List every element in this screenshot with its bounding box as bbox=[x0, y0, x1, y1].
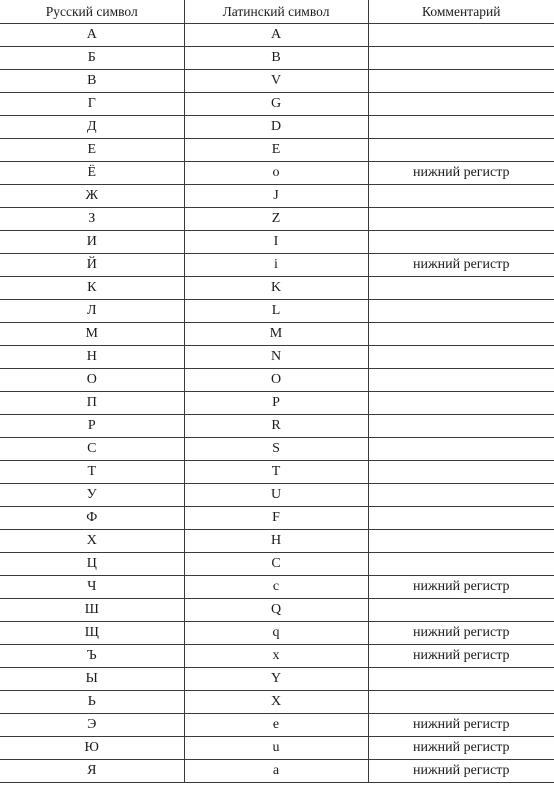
russian-symbol-cell: Ц bbox=[0, 553, 184, 576]
comment-cell: нижний регистр bbox=[368, 737, 554, 760]
latin-symbol-cell: O bbox=[184, 369, 368, 392]
comment-cell: нижний регистр bbox=[368, 162, 554, 185]
russian-symbol-cell: А bbox=[0, 24, 184, 47]
comment-cell bbox=[368, 185, 554, 208]
russian-symbol-cell: Ш bbox=[0, 599, 184, 622]
table-row bbox=[0, 93, 554, 116]
table-row bbox=[0, 461, 554, 484]
russian-symbol-cell: З bbox=[0, 208, 184, 231]
latin-symbol-cell: J bbox=[184, 185, 368, 208]
table-row bbox=[0, 70, 554, 93]
russian-symbol-cell: М bbox=[0, 323, 184, 346]
russian-symbol-cell: Д bbox=[0, 116, 184, 139]
table-row bbox=[0, 576, 554, 599]
table-row bbox=[0, 484, 554, 507]
latin-symbol-cell: V bbox=[184, 70, 368, 93]
russian-symbol-cell: Щ bbox=[0, 622, 184, 645]
comment-cell bbox=[368, 438, 554, 461]
russian-symbol-cell: Ъ bbox=[0, 645, 184, 668]
russian-symbol-cell: К bbox=[0, 277, 184, 300]
table-row bbox=[0, 300, 554, 323]
comment-cell bbox=[368, 484, 554, 507]
table-row bbox=[0, 438, 554, 461]
latin-symbol-cell: x bbox=[184, 645, 368, 668]
latin-symbol-cell: S bbox=[184, 438, 368, 461]
comment-cell bbox=[368, 553, 554, 576]
comment-cell bbox=[368, 116, 554, 139]
table-row bbox=[0, 369, 554, 392]
comment-cell bbox=[368, 139, 554, 162]
latin-symbol-cell: D bbox=[184, 116, 368, 139]
russian-symbol-cell: Ы bbox=[0, 668, 184, 691]
russian-symbol-cell: Х bbox=[0, 530, 184, 553]
comment-cell bbox=[368, 24, 554, 47]
russian-symbol-cell: Н bbox=[0, 346, 184, 369]
latin-symbol-cell: P bbox=[184, 392, 368, 415]
comment-cell bbox=[368, 47, 554, 70]
table-row bbox=[0, 24, 554, 47]
russian-symbol-cell: Ф bbox=[0, 507, 184, 530]
comment-cell bbox=[368, 208, 554, 231]
russian-symbol-cell: Е bbox=[0, 139, 184, 162]
latin-symbol-cell: N bbox=[184, 346, 368, 369]
latin-symbol-cell: Y bbox=[184, 668, 368, 691]
table-row bbox=[0, 645, 554, 668]
russian-symbol-cell: Й bbox=[0, 254, 184, 277]
russian-symbol-cell: О bbox=[0, 369, 184, 392]
comment-cell bbox=[368, 93, 554, 116]
comment-cell bbox=[368, 277, 554, 300]
comment-cell bbox=[368, 461, 554, 484]
russian-symbol-cell: И bbox=[0, 231, 184, 254]
latin-symbol-cell: X bbox=[184, 691, 368, 714]
latin-symbol-cell: e bbox=[184, 714, 368, 737]
comment-cell: нижний регистр bbox=[368, 645, 554, 668]
table-row bbox=[0, 116, 554, 139]
russian-symbol-cell: В bbox=[0, 70, 184, 93]
russian-symbol-cell: Ё bbox=[0, 162, 184, 185]
russian-symbol-cell: Л bbox=[0, 300, 184, 323]
latin-symbol-cell: u bbox=[184, 737, 368, 760]
russian-symbol-cell: Ю bbox=[0, 737, 184, 760]
russian-symbol-cell: Б bbox=[0, 47, 184, 70]
comment-cell bbox=[368, 392, 554, 415]
russian-symbol-cell: С bbox=[0, 438, 184, 461]
table-row bbox=[0, 415, 554, 438]
table-row bbox=[0, 139, 554, 162]
table-row bbox=[0, 507, 554, 530]
comment-cell: нижний регистр bbox=[368, 622, 554, 645]
latin-symbol-cell: A bbox=[184, 24, 368, 47]
header-comment: Комментарий bbox=[368, 0, 554, 24]
russian-symbol-cell: П bbox=[0, 392, 184, 415]
comment-cell bbox=[368, 369, 554, 392]
comment-cell bbox=[368, 668, 554, 691]
table-row bbox=[0, 691, 554, 714]
latin-symbol-cell: M bbox=[184, 323, 368, 346]
table-row bbox=[0, 346, 554, 369]
russian-symbol-cell: Ч bbox=[0, 576, 184, 599]
latin-symbol-cell: I bbox=[184, 231, 368, 254]
header-row bbox=[0, 0, 554, 24]
russian-symbol-cell: Ж bbox=[0, 185, 184, 208]
latin-symbol-cell: C bbox=[184, 553, 368, 576]
comment-cell bbox=[368, 231, 554, 254]
latin-symbol-cell: i bbox=[184, 254, 368, 277]
table-row bbox=[0, 668, 554, 691]
latin-symbol-cell: T bbox=[184, 461, 368, 484]
comment-cell bbox=[368, 300, 554, 323]
comment-cell: нижний регистр bbox=[368, 714, 554, 737]
table-row bbox=[0, 231, 554, 254]
latin-symbol-cell: R bbox=[184, 415, 368, 438]
table-row bbox=[0, 208, 554, 231]
table-row bbox=[0, 599, 554, 622]
table-row bbox=[0, 737, 554, 760]
header-latin-symbol: Латинский символ bbox=[184, 0, 368, 24]
russian-symbol-cell: Р bbox=[0, 415, 184, 438]
table-row bbox=[0, 254, 554, 277]
russian-symbol-cell: Я bbox=[0, 760, 184, 783]
table-row bbox=[0, 323, 554, 346]
table-row bbox=[0, 622, 554, 645]
comment-cell: нижний регистр bbox=[368, 576, 554, 599]
comment-cell: нижний регистр bbox=[368, 254, 554, 277]
header-russian-symbol: Русский символ bbox=[0, 0, 184, 24]
russian-symbol-cell: Ь bbox=[0, 691, 184, 714]
latin-symbol-cell: c bbox=[184, 576, 368, 599]
latin-symbol-cell: Q bbox=[184, 599, 368, 622]
table-row bbox=[0, 162, 554, 185]
latin-symbol-cell: U bbox=[184, 484, 368, 507]
table-row bbox=[0, 277, 554, 300]
comment-cell bbox=[368, 530, 554, 553]
comment-cell bbox=[368, 507, 554, 530]
table-row bbox=[0, 530, 554, 553]
latin-symbol-cell: B bbox=[184, 47, 368, 70]
table-row bbox=[0, 47, 554, 70]
comment-cell bbox=[368, 415, 554, 438]
latin-symbol-cell: H bbox=[184, 530, 368, 553]
table-row bbox=[0, 714, 554, 737]
comment-cell bbox=[368, 691, 554, 714]
latin-symbol-cell: Z bbox=[184, 208, 368, 231]
comment-cell bbox=[368, 346, 554, 369]
latin-symbol-cell: E bbox=[184, 139, 368, 162]
table-row bbox=[0, 185, 554, 208]
comment-cell bbox=[368, 599, 554, 622]
latin-symbol-cell: o bbox=[184, 162, 368, 185]
russian-symbol-cell: Т bbox=[0, 461, 184, 484]
latin-symbol-cell: G bbox=[184, 93, 368, 116]
latin-symbol-cell: a bbox=[184, 760, 368, 783]
comment-cell bbox=[368, 70, 554, 93]
table-row bbox=[0, 392, 554, 415]
latin-symbol-cell: K bbox=[184, 277, 368, 300]
russian-symbol-cell: Г bbox=[0, 93, 184, 116]
comment-cell: нижний регистр bbox=[368, 760, 554, 783]
latin-symbol-cell: L bbox=[184, 300, 368, 323]
latin-symbol-cell: F bbox=[184, 507, 368, 530]
comment-cell bbox=[368, 323, 554, 346]
russian-symbol-cell: Э bbox=[0, 714, 184, 737]
latin-symbol-cell: q bbox=[184, 622, 368, 645]
table-row bbox=[0, 553, 554, 576]
table-body bbox=[0, 24, 554, 783]
table-row bbox=[0, 760, 554, 783]
russian-symbol-cell: У bbox=[0, 484, 184, 507]
